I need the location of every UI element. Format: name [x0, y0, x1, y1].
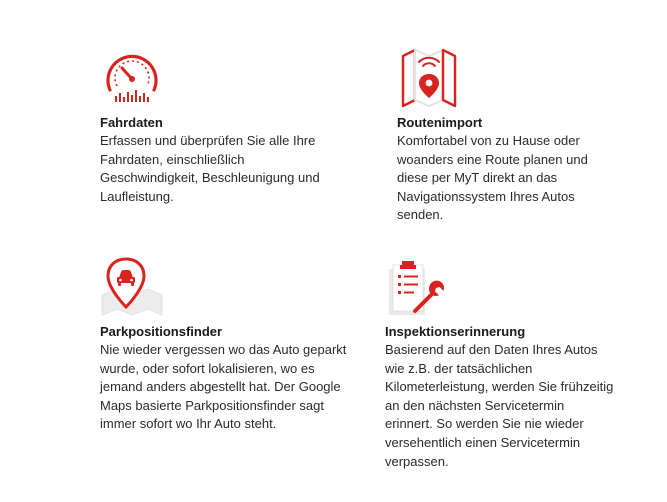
feature-routenimport [397, 46, 617, 225]
feature-inspektionserinnerung [385, 255, 615, 471]
feature-title: Inspektionserinnerung [385, 324, 526, 339]
clipboard-wrench-icon [385, 255, 449, 319]
feature-title: Fahrdaten [100, 115, 163, 130]
feature-description: Erfassen und überprüfen Sie alle Ihre Fahrdaten, einschließlich Geschwindigkeit, Beschleunigung und Laufleistung. [100, 133, 320, 204]
feature-parkpositionsfinder [100, 255, 350, 434]
feature-description: Nie wieder vergessen wo das Auto geparkt wurde, oder sofort lokalisieren, wo es jemand anders abgestellt hat. Der Google Maps basierte Parkpositionsfinder sagt immer sofort wo Ihr Auto steht. [100, 342, 347, 432]
speedometer-icon [100, 46, 164, 110]
feature-fahrdaten [100, 46, 320, 206]
route-pin-icon [397, 46, 461, 110]
feature-title: Parkpositionsfinder [100, 324, 223, 339]
feature-description: Komfortabel von zu Hause oder woanders eine Route planen und diese per MyT direkt an das Navigationssystem Ihres Autos senden. [397, 133, 588, 223]
feature-title: Routenimport [397, 115, 483, 130]
feature-description: Basierend auf den Daten Ihres Autos wie z.B. der tatsächlichen Kilometerleistung, werden Sie frühzeitig an den nächsten Servicetermin erinnert. So werden Sie nie wieder versehentlich einen Servicetermin verpassen. [385, 342, 614, 469]
car-location-pin-icon [100, 255, 164, 319]
